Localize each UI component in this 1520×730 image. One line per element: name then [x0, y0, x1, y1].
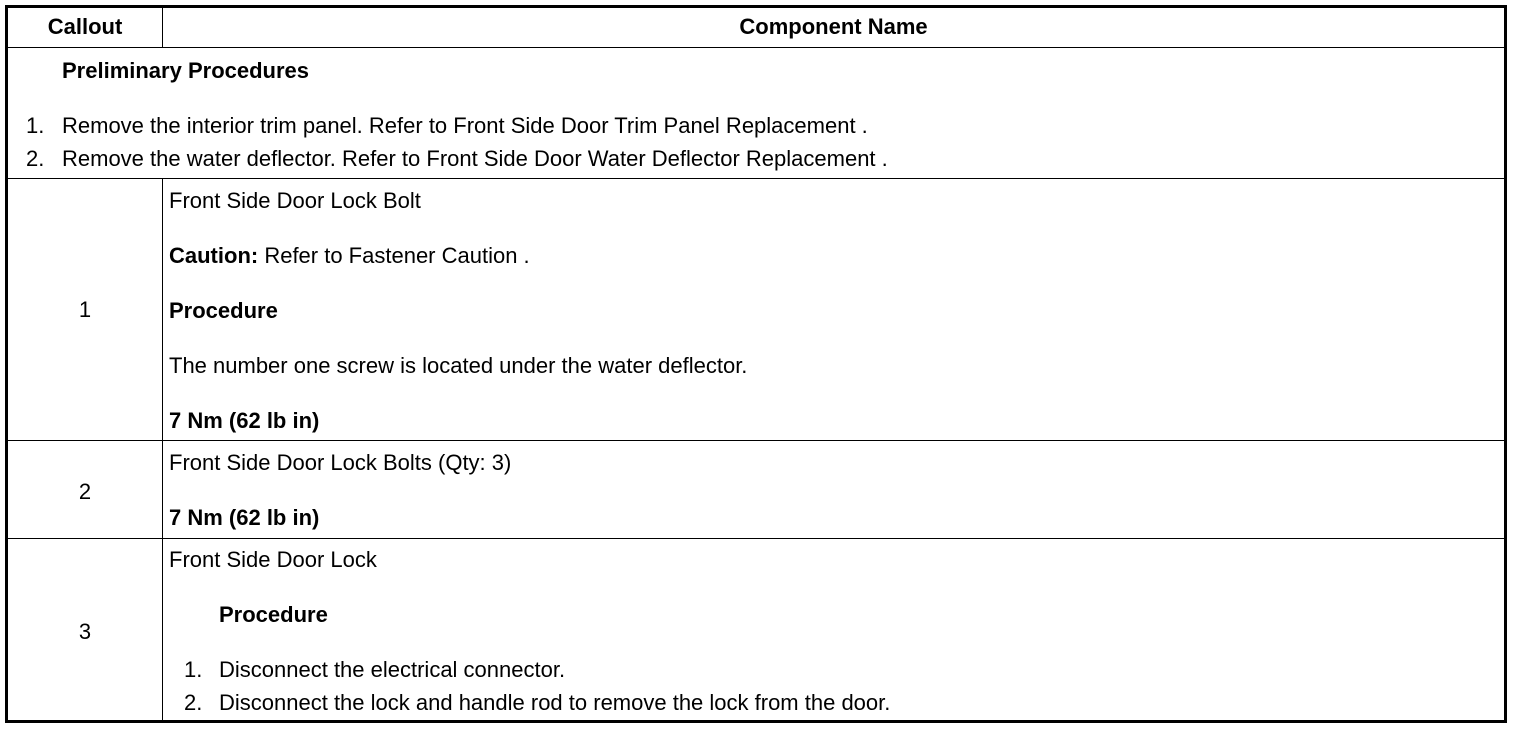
caution-text: Refer to Fastener Caution .	[258, 243, 530, 268]
row-divider	[8, 440, 1504, 441]
preliminary-step: Remove the water deflector. Refer to Front Side Door Water Deflector Replacement .	[62, 146, 888, 171]
callout-column-header: Callout	[47, 14, 123, 39]
component-name-column-header: Component Name	[739, 14, 928, 39]
torque-spec: 7 Nm (62 lb in)	[169, 505, 320, 530]
procedure-note: The number one screw is located under the water deflector.	[169, 353, 748, 378]
column-divider	[162, 178, 163, 720]
step-number: 1.	[184, 657, 203, 682]
header-divider	[8, 47, 1504, 48]
preliminary-title: Preliminary Procedures	[62, 58, 310, 83]
component-name: Front Side Door Lock Bolt	[169, 188, 421, 213]
preliminary-step: Remove the interior trim panel. Refer to Front Side Door Trim Panel Replacement .	[62, 113, 868, 138]
callout-number: 3	[78, 619, 92, 644]
step-number: 2.	[26, 146, 45, 171]
procedure-step: Disconnect the electrical connector.	[219, 657, 566, 682]
component-name: Front Side Door Lock	[169, 547, 377, 572]
step-number: 2.	[184, 690, 203, 715]
step-number: 1.	[26, 113, 45, 138]
caution-label: Caution:	[169, 243, 259, 268]
component-name: Front Side Door Lock Bolts (Qty: 3)	[169, 450, 512, 475]
procedure-step: Disconnect the lock and handle rod to remove the lock from the door.	[219, 690, 891, 715]
procedure-table	[5, 5, 1507, 723]
procedure-heading: Procedure	[169, 298, 278, 323]
callout-number: 1	[78, 297, 92, 322]
row-divider	[8, 178, 1504, 179]
row-divider	[8, 538, 1504, 539]
caution-line	[169, 243, 530, 269]
procedure-heading: Procedure	[219, 602, 328, 627]
torque-spec: 7 Nm (62 lb in)	[169, 408, 320, 433]
callout-number: 2	[78, 479, 92, 504]
